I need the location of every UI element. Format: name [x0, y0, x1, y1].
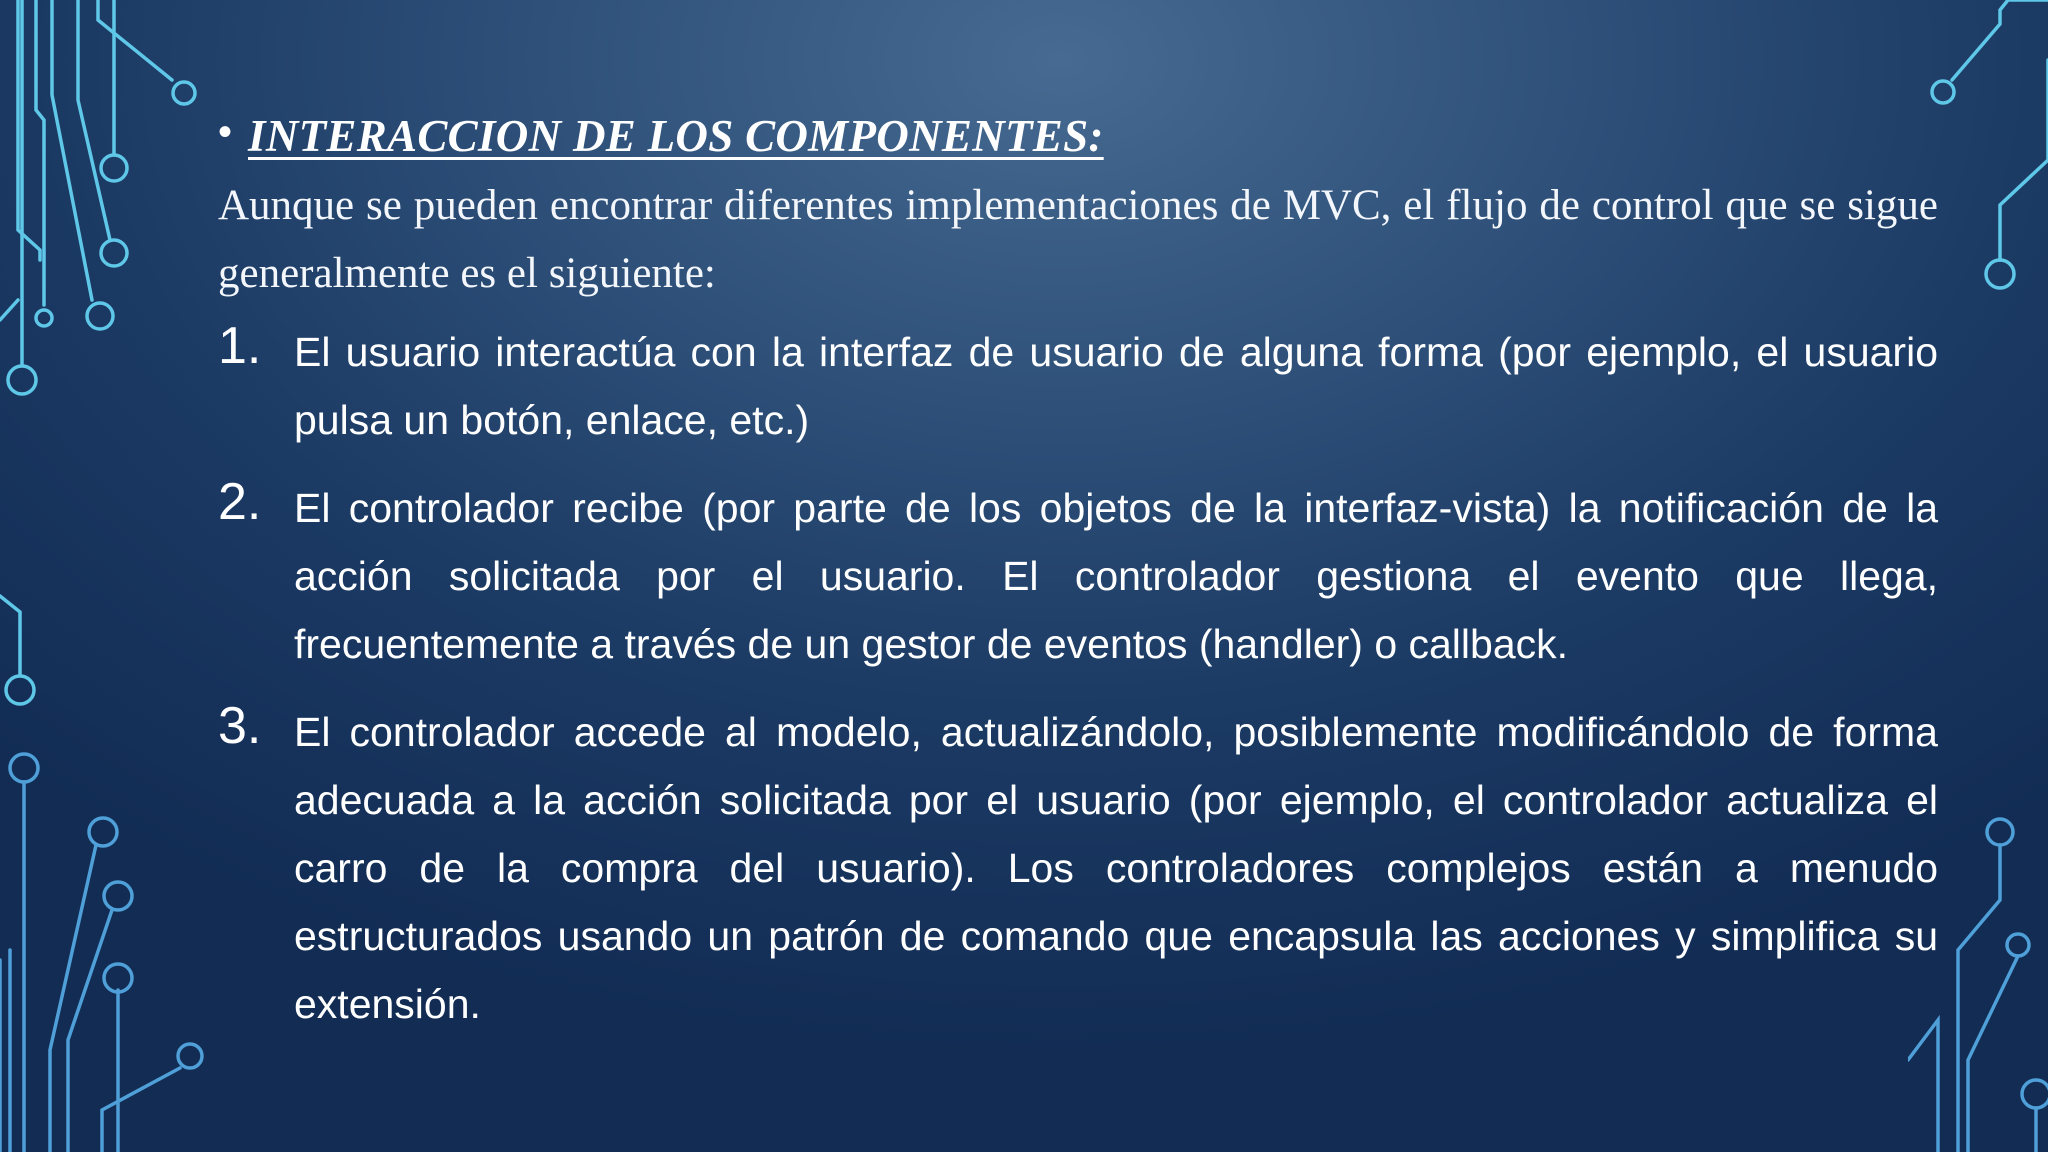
step-number: 3.	[218, 697, 262, 755]
intro-paragraph: Aunque se pueden encontrar diferentes implementaciones de MVC, el flujo de control que se sigue generalmente es el siguiente:	[218, 182, 1938, 297]
list-item	[218, 698, 1938, 1038]
slide-content	[218, 110, 1938, 1058]
steps-list	[218, 318, 1938, 1038]
step-text: El controlador accede al modelo, actualizándolo, posiblemente modificándolo de forma adecuada a la acción solicitada por el usuario (por ejemplo, el controlador actualiza el carro de la compra del usuario). Los controladores complejos están a menudo estructurados usando un patrón de comando que encapsula las acciones y simplifica su extensión.	[294, 709, 1938, 1027]
list-item	[218, 474, 1938, 678]
step-text: El controlador recibe (por parte de los objetos de la interfaz-vista) la notificación de la acción solicitada por el usuario. El controlador gestiona el evento que llega, frecuentemente a través de un gestor de eventos (handler) o callback.	[294, 485, 1938, 667]
heading-row	[218, 110, 1938, 162]
step-number: 1.	[218, 317, 262, 375]
list-item	[218, 318, 1938, 454]
bullet-icon: •	[218, 110, 233, 154]
circuit-decoration-left	[0, 0, 220, 1152]
step-text: El usuario interactúa con la interfaz de usuario de alguna forma (por ejemplo, el usuario pulsa un botón, enlace, etc.)	[294, 329, 1938, 443]
slide-heading: INTERACCION DE LOS COMPONENTES:	[248, 111, 1104, 161]
step-number: 2.	[218, 473, 262, 531]
